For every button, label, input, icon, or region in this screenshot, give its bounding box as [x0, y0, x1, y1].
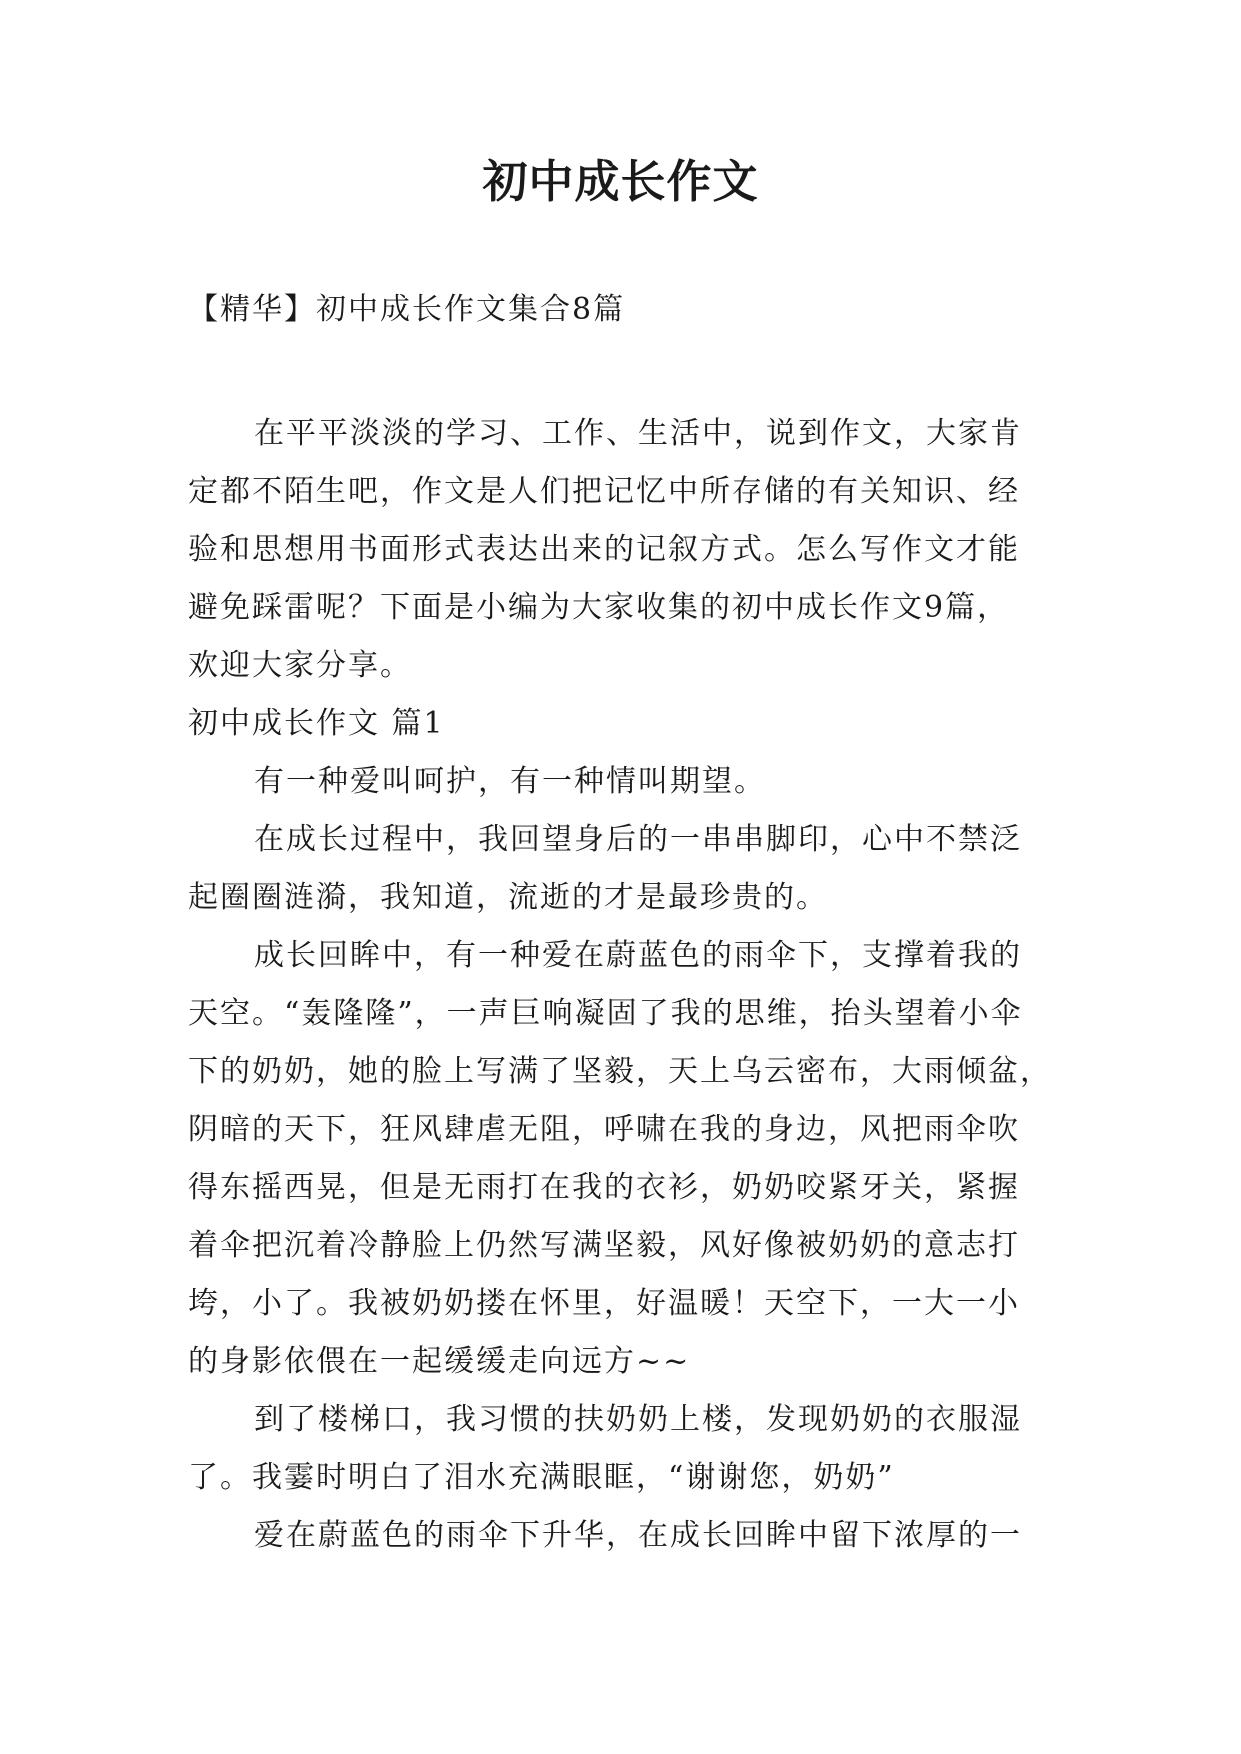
paragraph-line: 成长回眸中，有一种爱在蔚蓝色的雨伞下，支撑着我的 [254, 938, 1022, 973]
document-subtitle: 【精华】初中成长作文集合8篇 [188, 292, 626, 327]
paragraph-line: 爱在蔚蓝色的雨伞下升华，在成长回眸中留下浓厚的一 [254, 1518, 1022, 1553]
paragraph-line: 定都不陌生吧，作文是人们把记忆中所存储的有关知识、经 [188, 474, 1020, 509]
paragraph-line: 避免踩雷呢？下面是小编为大家收集的初中成长作文9篇， [188, 590, 1010, 625]
paragraph-line: 了。我霎时明白了泪水充满眼眶，“谢谢您，奶奶” [188, 1460, 895, 1495]
paragraph-line: 着伞把沉着冷静脸上仍然写满坚毅，风好像被奶奶的意志打 [188, 1228, 1020, 1263]
paragraph-line: 在成长过程中，我回望身后的一串串脚印，心中不禁泛 [254, 822, 1022, 857]
paragraph-line: 天空。“轰隆隆”，一声巨响凝固了我的思维，抬头望着小伞 [188, 996, 1023, 1031]
document-title: 初中成长作文 [482, 155, 759, 208]
paragraph-line: 到了楼梯口，我习惯的扶奶奶上楼，发现奶奶的衣服湿 [254, 1402, 1022, 1437]
paragraph-line: 阴暗的天下，狂风肆虐无阻，呼啸在我的身边，风把雨伞吹 [188, 1112, 1020, 1147]
document-body [188, 405, 1050, 1565]
section-heading: 初中成长作文 篇1 [188, 706, 445, 741]
paragraph-line: 的身影依偎在一起缓缓走向远方~~ [188, 1344, 691, 1379]
paragraph-line: 下的奶奶，她的脸上写满了坚毅，天上乌云密布，大雨倾盆， [188, 1054, 1052, 1089]
paragraph-line: 起圈圈涟漪，我知道，流逝的才是最珍贵的。 [188, 880, 828, 915]
paragraph-line: 欢迎大家分享。 [188, 648, 412, 683]
paragraph-line: 有一种爱叫呵护，有一种情叫期望。 [254, 764, 766, 799]
paragraph-line: 得东摇西晃，但是无雨打在我的衣衫，奶奶咬紧牙关，紧握 [188, 1170, 1020, 1205]
paragraph-line: 验和思想用书面形式表达出来的记叙方式。怎么写作文才能 [188, 532, 1020, 567]
paragraph-line: 垮，小了。我被奶奶搂在怀里，好温暖！天空下，一大一小 [188, 1286, 1020, 1321]
paragraph-line: 在平平淡淡的学习、工作、生活中，说到作文，大家肯 [254, 416, 1022, 451]
